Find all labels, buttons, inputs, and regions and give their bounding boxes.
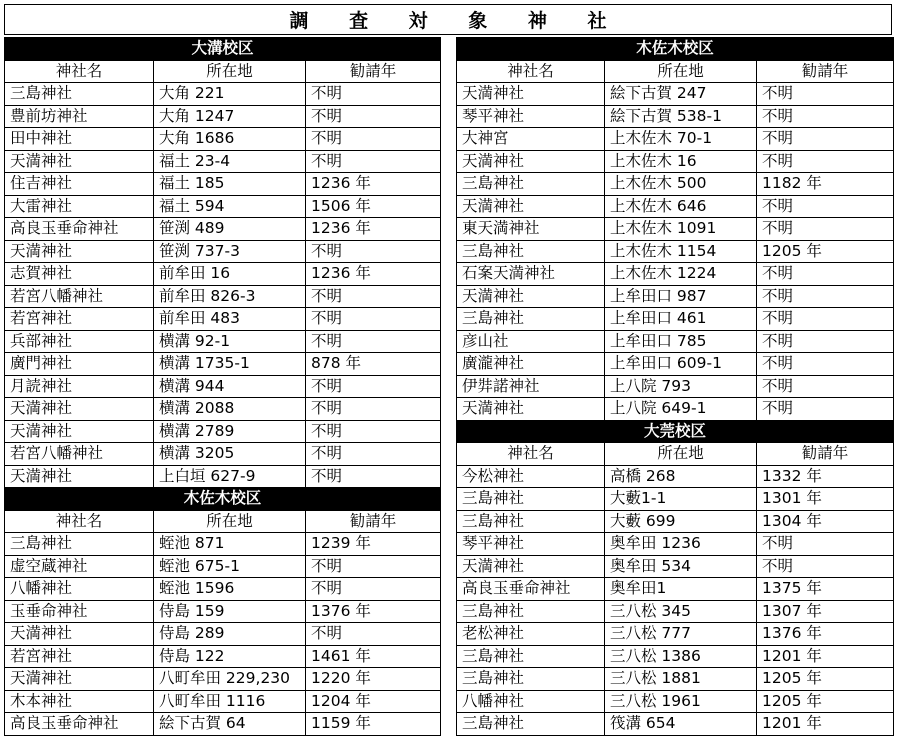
column-header-location: 所在地 xyxy=(154,510,306,533)
location-cell: 奥牟田 1236 xyxy=(605,533,757,556)
location-cell: 前牟田 483 xyxy=(154,308,306,331)
shrine-name-cell: 廣門神社 xyxy=(5,353,154,376)
year-cell: 不明 xyxy=(757,533,894,556)
shrine-name-cell: 若宮神社 xyxy=(5,645,154,668)
shrine-name-cell: 天満神社 xyxy=(457,285,605,308)
location-cell: 蛭池 1596 xyxy=(154,578,306,601)
location-cell: 上八院 649-1 xyxy=(605,398,757,421)
table-row xyxy=(5,308,441,331)
table-row xyxy=(5,128,441,151)
year-cell: 1239 年 xyxy=(306,533,441,556)
table-row xyxy=(457,465,894,488)
table-row xyxy=(457,578,894,601)
shrine-name-cell: 三島神社 xyxy=(457,240,605,263)
shrine-name-cell: 田中神社 xyxy=(5,128,154,151)
district-name: 木佐木校区 xyxy=(5,488,441,511)
shrine-table-left xyxy=(4,37,441,736)
table-row xyxy=(457,195,894,218)
shrine-name-cell: 廣瀧神社 xyxy=(457,353,605,376)
column-header-location: 所在地 xyxy=(605,443,757,466)
table-row xyxy=(457,645,894,668)
year-cell: 不明 xyxy=(306,240,441,263)
shrine-name-cell: 三島神社 xyxy=(457,645,605,668)
year-cell: 不明 xyxy=(306,105,441,128)
shrine-name-cell: 天満神社 xyxy=(5,240,154,263)
location-cell: 三八松 1961 xyxy=(605,690,757,713)
year-cell: 不明 xyxy=(306,128,441,151)
shrine-name-cell: 志賀神社 xyxy=(5,263,154,286)
location-cell: 笹渕 489 xyxy=(154,218,306,241)
location-cell: 筏溝 654 xyxy=(605,713,757,736)
table-row xyxy=(457,128,894,151)
column-header-location: 所在地 xyxy=(605,60,757,83)
shrine-name-cell: 三島神社 xyxy=(457,713,605,736)
shrine-name-cell: 天満神社 xyxy=(5,398,154,421)
location-cell: 奥牟田1 xyxy=(605,578,757,601)
year-cell: 不明 xyxy=(757,353,894,376)
shrine-name-cell: 豊前坊神社 xyxy=(5,105,154,128)
table-row xyxy=(457,533,894,556)
year-cell: 不明 xyxy=(306,375,441,398)
column-header-name: 神社名 xyxy=(5,510,154,533)
location-cell: 三八松 345 xyxy=(605,600,757,623)
table-row xyxy=(457,173,894,196)
shrine-name-cell: 大雷神社 xyxy=(5,195,154,218)
location-cell: 侍島 122 xyxy=(154,645,306,668)
page-title: 調 査 対 象 神 社 xyxy=(4,4,892,35)
location-cell: 絵下古賀 247 xyxy=(605,83,757,106)
shrine-name-cell: 彦山社 xyxy=(457,330,605,353)
year-cell: 1304 年 xyxy=(757,510,894,533)
table-row xyxy=(5,578,441,601)
table-row xyxy=(5,195,441,218)
year-cell: 1205 年 xyxy=(757,668,894,691)
district-band-row xyxy=(457,38,894,61)
location-cell: 福土 185 xyxy=(154,173,306,196)
location-cell: 横溝 944 xyxy=(154,375,306,398)
table-row xyxy=(457,218,894,241)
location-cell: 侍島 289 xyxy=(154,623,306,646)
location-cell: 大藪 699 xyxy=(605,510,757,533)
shrine-name-cell: 琴平神社 xyxy=(457,533,605,556)
year-cell: 1307 年 xyxy=(757,600,894,623)
year-cell: 不明 xyxy=(757,195,894,218)
location-cell: 大角 1247 xyxy=(154,105,306,128)
shrine-name-cell: 若宮八幡神社 xyxy=(5,443,154,466)
year-cell: 不明 xyxy=(757,555,894,578)
table-row xyxy=(5,623,441,646)
shrine-name-cell: 天満神社 xyxy=(5,420,154,443)
year-cell: 1376 年 xyxy=(306,600,441,623)
table-row xyxy=(457,330,894,353)
table-row xyxy=(5,285,441,308)
location-cell: 横溝 92-1 xyxy=(154,330,306,353)
column-header-name: 神社名 xyxy=(5,60,154,83)
table-row xyxy=(457,555,894,578)
shrine-name-cell: 三島神社 xyxy=(5,533,154,556)
location-cell: 前牟田 826-3 xyxy=(154,285,306,308)
location-cell: 上木佐木 1224 xyxy=(605,263,757,286)
shrine-name-cell: 天満神社 xyxy=(457,83,605,106)
shrine-name-cell: 天満神社 xyxy=(457,195,605,218)
year-cell: 1205 年 xyxy=(757,690,894,713)
shrine-name-cell: 玉垂命神社 xyxy=(5,600,154,623)
shrine-name-cell: 天満神社 xyxy=(5,150,154,173)
shrine-name-cell: 石案天満神社 xyxy=(457,263,605,286)
location-cell: 横溝 3205 xyxy=(154,443,306,466)
year-cell: 不明 xyxy=(757,308,894,331)
column-header-year: 勧請年 xyxy=(757,443,894,466)
header-row xyxy=(5,60,441,83)
shrine-name-cell: 住吉神社 xyxy=(5,173,154,196)
year-cell: 不明 xyxy=(306,83,441,106)
location-cell: 上白垣 627-9 xyxy=(154,465,306,488)
table-row xyxy=(457,150,894,173)
table-row xyxy=(5,240,441,263)
table-row xyxy=(457,488,894,511)
year-cell: 1201 年 xyxy=(757,645,894,668)
table-row xyxy=(5,713,441,736)
column-header-year: 勧請年 xyxy=(306,60,441,83)
location-cell: 上牟田口 609-1 xyxy=(605,353,757,376)
year-cell: 不明 xyxy=(757,330,894,353)
shrine-name-cell: 東天満神社 xyxy=(457,218,605,241)
table-row xyxy=(457,690,894,713)
shrine-name-cell: 今松神社 xyxy=(457,465,605,488)
shrine-name-cell: 伊弉諾神社 xyxy=(457,375,605,398)
location-cell: 上木佐木 646 xyxy=(605,195,757,218)
location-cell: 横溝 1735-1 xyxy=(154,353,306,376)
header-row xyxy=(5,510,441,533)
year-cell: 不明 xyxy=(306,150,441,173)
shrine-name-cell: 高良玉垂命神社 xyxy=(5,218,154,241)
table-row xyxy=(5,398,441,421)
header-row xyxy=(457,443,894,466)
year-cell: 1461 年 xyxy=(306,645,441,668)
district-band-row xyxy=(5,38,441,61)
year-cell: 1182 年 xyxy=(757,173,894,196)
district-name: 木佐木校区 xyxy=(457,38,894,61)
table-row xyxy=(457,398,894,421)
year-cell: 不明 xyxy=(757,128,894,151)
year-cell: 1375 年 xyxy=(757,578,894,601)
district-band-row xyxy=(5,488,441,511)
table-row xyxy=(5,173,441,196)
year-cell: 不明 xyxy=(757,83,894,106)
location-cell: 横溝 2088 xyxy=(154,398,306,421)
shrine-name-cell: 老松神社 xyxy=(457,623,605,646)
table-row xyxy=(5,263,441,286)
table-row xyxy=(5,600,441,623)
shrine-name-cell: 三島神社 xyxy=(457,488,605,511)
location-cell: 福土 594 xyxy=(154,195,306,218)
table-row xyxy=(457,240,894,263)
location-cell: 侍島 159 xyxy=(154,600,306,623)
year-cell: 1301 年 xyxy=(757,488,894,511)
location-cell: 絵下古賀 538-1 xyxy=(605,105,757,128)
year-cell: 不明 xyxy=(306,623,441,646)
table-row xyxy=(5,83,441,106)
shrine-name-cell: 兵部神社 xyxy=(5,330,154,353)
year-cell: 1506 年 xyxy=(306,195,441,218)
shrine-name-cell: 月読神社 xyxy=(5,375,154,398)
shrine-name-cell: 天満神社 xyxy=(5,465,154,488)
location-cell: 八町牟田 229,230 xyxy=(154,668,306,691)
shrine-name-cell: 木本神社 xyxy=(5,690,154,713)
location-cell: 八町牟田 1116 xyxy=(154,690,306,713)
year-cell: 不明 xyxy=(757,263,894,286)
location-cell: 上木佐木 500 xyxy=(605,173,757,196)
shrine-name-cell: 大神宮 xyxy=(457,128,605,151)
table-row xyxy=(5,533,441,556)
year-cell: 不明 xyxy=(757,105,894,128)
shrine-name-cell: 天満神社 xyxy=(457,150,605,173)
year-cell: 不明 xyxy=(306,465,441,488)
shrine-name-cell: 三島神社 xyxy=(457,600,605,623)
location-cell: 奥牟田 534 xyxy=(605,555,757,578)
table-row xyxy=(5,668,441,691)
table-row xyxy=(457,510,894,533)
shrine-name-cell: 琴平神社 xyxy=(457,105,605,128)
shrine-name-cell: 天満神社 xyxy=(5,623,154,646)
right-column xyxy=(456,37,894,736)
shrine-name-cell: 高良玉垂命神社 xyxy=(457,578,605,601)
location-cell: 蛭池 675-1 xyxy=(154,555,306,578)
shrine-name-cell: 三島神社 xyxy=(457,173,605,196)
location-cell: 蛭池 871 xyxy=(154,533,306,556)
location-cell: 三八松 1386 xyxy=(605,645,757,668)
shrine-name-cell: 三島神社 xyxy=(5,83,154,106)
location-cell: 上牟田口 785 xyxy=(605,330,757,353)
column-header-name: 神社名 xyxy=(457,60,605,83)
location-cell: 大角 1686 xyxy=(154,128,306,151)
table-row xyxy=(5,443,441,466)
shrine-name-cell: 虚空蔵神社 xyxy=(5,555,154,578)
left-column xyxy=(4,37,441,736)
location-cell: 三八松 777 xyxy=(605,623,757,646)
shrine-name-cell: 天満神社 xyxy=(457,555,605,578)
location-cell: 大角 221 xyxy=(154,83,306,106)
table-row xyxy=(5,420,441,443)
column-header-location: 所在地 xyxy=(154,60,306,83)
shrine-name-cell: 三島神社 xyxy=(457,308,605,331)
year-cell: 不明 xyxy=(757,150,894,173)
year-cell: 1376 年 xyxy=(757,623,894,646)
shrine-table-right xyxy=(456,37,894,736)
table-row xyxy=(5,465,441,488)
table-row xyxy=(5,218,441,241)
shrine-name-cell: 三島神社 xyxy=(457,668,605,691)
table-row xyxy=(5,690,441,713)
year-cell: 878 年 xyxy=(306,353,441,376)
location-cell: 上牟田口 461 xyxy=(605,308,757,331)
location-cell: 高橋 268 xyxy=(605,465,757,488)
district-band-row xyxy=(457,420,894,443)
year-cell: 不明 xyxy=(757,218,894,241)
location-cell: 上牟田口 987 xyxy=(605,285,757,308)
table-row xyxy=(457,263,894,286)
year-cell: 不明 xyxy=(757,375,894,398)
table-row xyxy=(457,105,894,128)
table-row xyxy=(5,105,441,128)
table-row xyxy=(457,668,894,691)
shrine-name-cell: 若宮八幡神社 xyxy=(5,285,154,308)
column-header-name: 神社名 xyxy=(457,443,605,466)
year-cell: 不明 xyxy=(306,420,441,443)
shrine-name-cell: 八幡神社 xyxy=(457,690,605,713)
location-cell: 前牟田 16 xyxy=(154,263,306,286)
shrine-name-cell: 三島神社 xyxy=(457,510,605,533)
table-row xyxy=(5,555,441,578)
year-cell: 1159 年 xyxy=(306,713,441,736)
location-cell: 上木佐木 70-1 xyxy=(605,128,757,151)
district-name: 大莞校区 xyxy=(457,420,894,443)
year-cell: 1204 年 xyxy=(306,690,441,713)
table-row xyxy=(5,375,441,398)
year-cell: 不明 xyxy=(306,285,441,308)
shrine-name-cell: 高良玉垂命神社 xyxy=(5,713,154,736)
year-cell: 1236 年 xyxy=(306,263,441,286)
year-cell: 不明 xyxy=(306,443,441,466)
table-row xyxy=(457,308,894,331)
table-row xyxy=(457,713,894,736)
year-cell: 不明 xyxy=(757,285,894,308)
year-cell: 1236 年 xyxy=(306,173,441,196)
year-cell: 不明 xyxy=(757,398,894,421)
table-row xyxy=(457,600,894,623)
table-row xyxy=(457,375,894,398)
year-cell: 1332 年 xyxy=(757,465,894,488)
table-row xyxy=(5,330,441,353)
location-cell: 三八松 1881 xyxy=(605,668,757,691)
location-cell: 横溝 2789 xyxy=(154,420,306,443)
shrine-name-cell: 天満神社 xyxy=(5,668,154,691)
location-cell: 上木佐木 1091 xyxy=(605,218,757,241)
district-name: 大溝校区 xyxy=(5,38,441,61)
location-cell: 笹渕 737-3 xyxy=(154,240,306,263)
table-row xyxy=(457,83,894,106)
year-cell: 不明 xyxy=(306,578,441,601)
table-row xyxy=(5,645,441,668)
location-cell: 上木佐木 16 xyxy=(605,150,757,173)
year-cell: 不明 xyxy=(306,308,441,331)
column-header-year: 勧請年 xyxy=(757,60,894,83)
shrine-name-cell: 若宮神社 xyxy=(5,308,154,331)
table-row xyxy=(457,623,894,646)
location-cell: 福土 23-4 xyxy=(154,150,306,173)
year-cell: 不明 xyxy=(306,330,441,353)
table-row xyxy=(5,353,441,376)
location-cell: 絵下古賀 64 xyxy=(154,713,306,736)
year-cell: 不明 xyxy=(306,555,441,578)
table-row xyxy=(457,353,894,376)
shrine-name-cell: 八幡神社 xyxy=(5,578,154,601)
year-cell: 1205 年 xyxy=(757,240,894,263)
location-cell: 大藪1-1 xyxy=(605,488,757,511)
year-cell: 1220 年 xyxy=(306,668,441,691)
table-row xyxy=(457,285,894,308)
location-cell: 上八院 793 xyxy=(605,375,757,398)
year-cell: 1201 年 xyxy=(757,713,894,736)
shrine-name-cell: 天満神社 xyxy=(457,398,605,421)
location-cell: 上木佐木 1154 xyxy=(605,240,757,263)
year-cell: 1236 年 xyxy=(306,218,441,241)
header-row xyxy=(457,60,894,83)
year-cell: 不明 xyxy=(306,398,441,421)
table-row xyxy=(5,150,441,173)
column-header-year: 勧請年 xyxy=(306,510,441,533)
